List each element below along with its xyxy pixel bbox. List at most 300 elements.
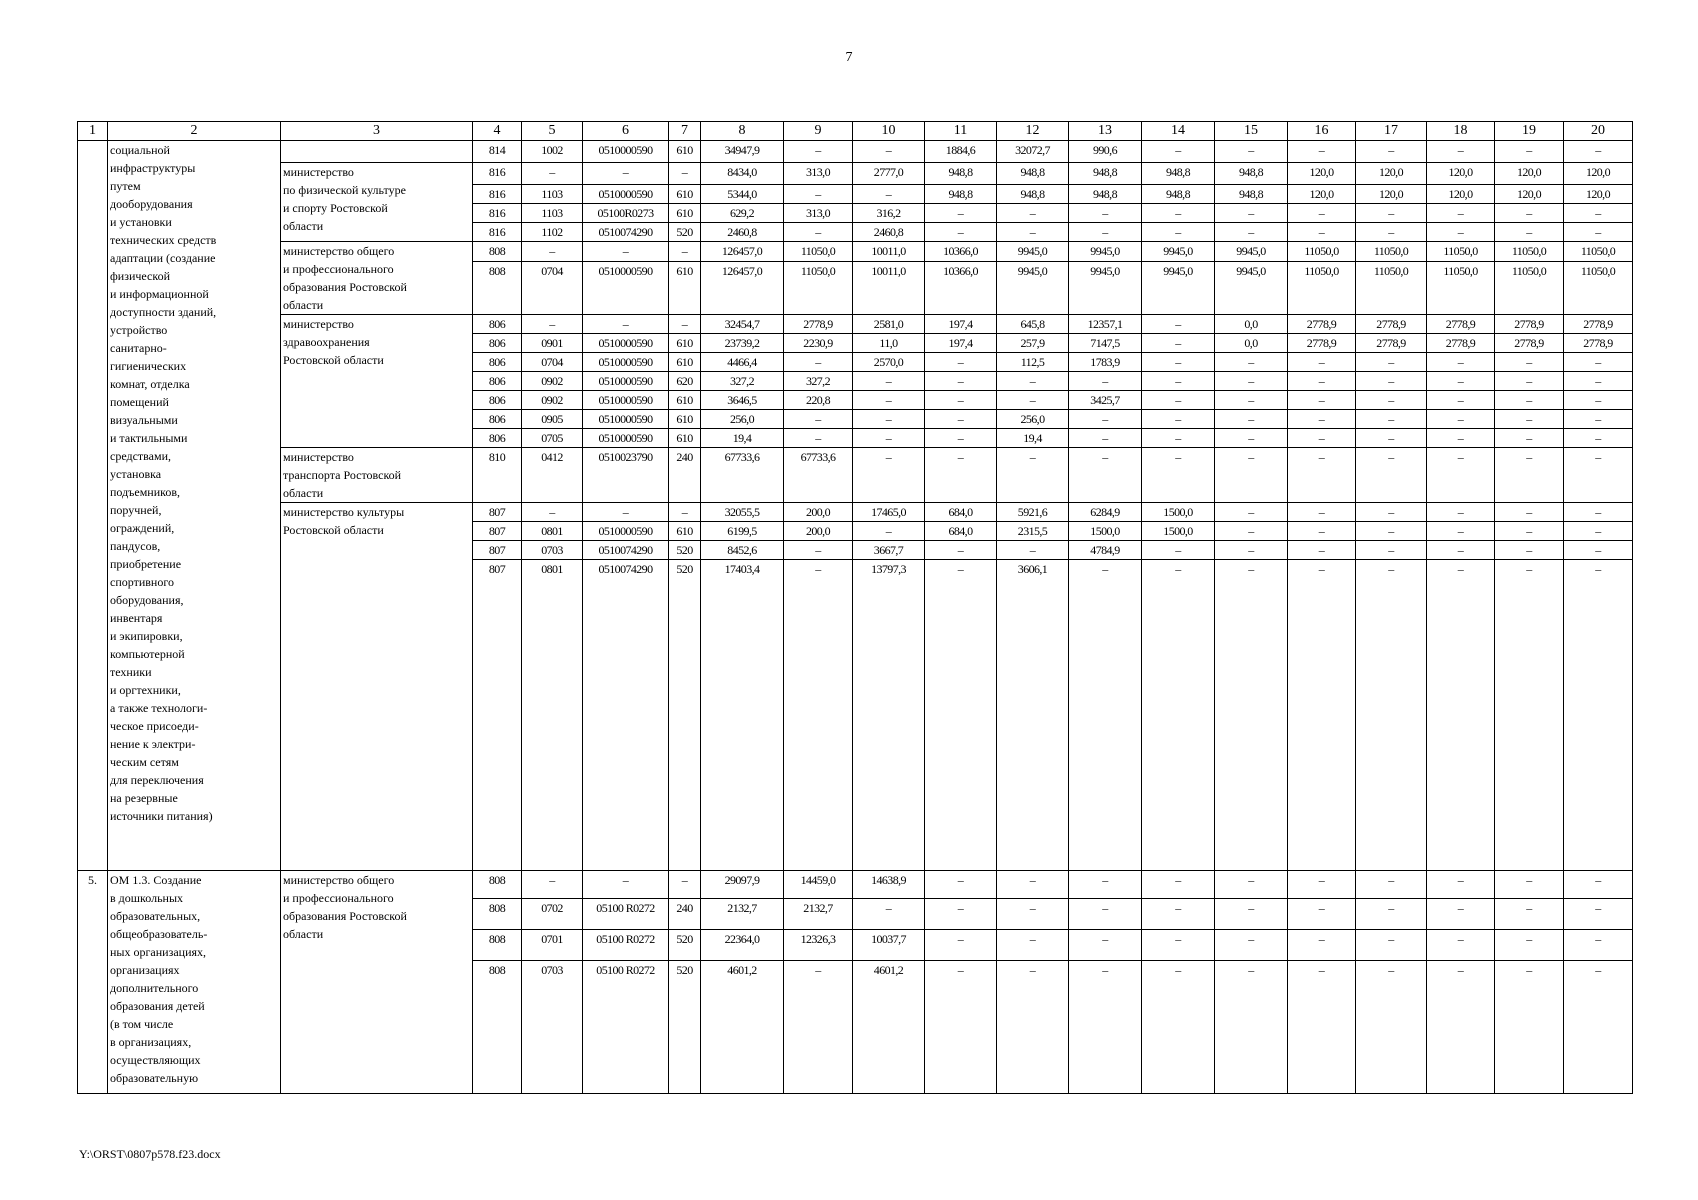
value-cell: –: [1356, 391, 1427, 410]
value-cell: 240: [669, 448, 701, 503]
value-cell: 120,0: [1288, 163, 1356, 185]
column-header: 10: [853, 122, 925, 141]
value-cell: 948,8: [1215, 163, 1288, 185]
value-cell: 5921,6: [997, 503, 1069, 522]
value-cell: 610: [669, 334, 701, 353]
value-cell: –: [1288, 930, 1356, 961]
value-cell: –: [1564, 391, 1633, 410]
value-cell: –: [1356, 429, 1427, 448]
value-cell: 0,0: [1215, 315, 1288, 334]
value-cell: –: [1356, 541, 1427, 560]
value-cell: 2778,9: [784, 315, 853, 334]
value-cell: 806: [473, 353, 522, 372]
value-cell: 0510000590: [583, 429, 669, 448]
value-cell: 0801: [522, 560, 583, 871]
value-cell: –: [1142, 448, 1215, 503]
value-cell: 200,0: [784, 522, 853, 541]
value-cell: 11050,0: [1356, 261, 1427, 314]
value-cell: –: [1495, 372, 1564, 391]
value-cell: –: [853, 141, 925, 163]
value-cell: –: [1142, 372, 1215, 391]
value-cell: –: [1427, 961, 1495, 1094]
value-cell: 629,2: [701, 204, 784, 223]
value-cell: 2315,5: [997, 522, 1069, 541]
value-cell: 610: [669, 391, 701, 410]
value-cell: –: [1495, 560, 1564, 871]
table-row: [78, 315, 1633, 334]
row-number: [78, 141, 108, 871]
value-cell: –: [925, 353, 997, 372]
value-cell: –: [583, 503, 669, 522]
row-number: 5.: [78, 871, 108, 1094]
value-cell: 11050,0: [1288, 242, 1356, 262]
value-cell: 0510000590: [583, 372, 669, 391]
footer-file-path: Y:\ORST\0807p578.f23.docx: [79, 1147, 221, 1161]
value-cell: –: [1356, 223, 1427, 242]
value-cell: 05100 R0272: [583, 930, 669, 961]
value-cell: 34947,9: [701, 141, 784, 163]
value-cell: 32072,7: [997, 141, 1069, 163]
value-cell: –: [1215, 503, 1288, 522]
value-cell: 120,0: [1564, 185, 1633, 204]
value-cell: –: [1288, 410, 1356, 429]
value-cell: –: [1427, 503, 1495, 522]
value-cell: 9945,0: [1215, 261, 1288, 314]
value-cell: –: [1142, 899, 1215, 930]
value-cell: –: [997, 448, 1069, 503]
column-header: 1: [78, 122, 108, 141]
value-cell: –: [1356, 522, 1427, 541]
value-cell: –: [925, 560, 997, 871]
value-cell: 10366,0: [925, 242, 997, 262]
value-cell: 9945,0: [1142, 242, 1215, 262]
column-header: 18: [1427, 122, 1495, 141]
value-cell: 2778,9: [1564, 334, 1633, 353]
value-cell: –: [1427, 353, 1495, 372]
value-cell: 0510000590: [583, 410, 669, 429]
value-cell: 2778,9: [1427, 315, 1495, 334]
value-cell: 11050,0: [784, 261, 853, 314]
value-cell: 17403,4: [701, 560, 784, 871]
value-cell: 05100 R0272: [583, 899, 669, 930]
value-cell: 0510000590: [583, 261, 669, 314]
value-cell: –: [1288, 522, 1356, 541]
value-cell: 220,8: [784, 391, 853, 410]
column-header: 15: [1215, 122, 1288, 141]
value-cell: –: [1356, 141, 1427, 163]
value-cell: 200,0: [784, 503, 853, 522]
value-cell: 4601,2: [701, 961, 784, 1094]
value-cell: –: [1215, 141, 1288, 163]
value-cell: 6199,5: [701, 522, 784, 541]
value-cell: –: [925, 448, 997, 503]
value-cell: 4784,9: [1069, 541, 1142, 560]
value-cell: 11050,0: [1288, 261, 1356, 314]
value-cell: 948,8: [1142, 163, 1215, 185]
value-cell: 816: [473, 204, 522, 223]
value-cell: –: [1215, 871, 1288, 899]
value-cell: 2778,9: [1495, 334, 1564, 353]
value-cell: 120,0: [1427, 185, 1495, 204]
value-cell: 0412: [522, 448, 583, 503]
value-cell: –: [1356, 899, 1427, 930]
value-cell: 1102: [522, 223, 583, 242]
value-cell: 11050,0: [1427, 242, 1495, 262]
value-cell: 120,0: [1288, 185, 1356, 204]
value-cell: 0905: [522, 410, 583, 429]
value-cell: –: [1356, 448, 1427, 503]
value-cell: –: [1069, 899, 1142, 930]
value-cell: –: [1142, 930, 1215, 961]
value-cell: 948,8: [925, 185, 997, 204]
table-row: [78, 141, 1633, 163]
value-cell: –: [1069, 871, 1142, 899]
value-cell: –: [1215, 899, 1288, 930]
value-cell: 67733,6: [701, 448, 784, 503]
value-cell: 19,4: [997, 429, 1069, 448]
value-cell: 17465,0: [853, 503, 925, 522]
value-cell: 29097,9: [701, 871, 784, 899]
value-cell: 610: [669, 204, 701, 223]
budget-table: [77, 121, 1633, 1094]
value-cell: –: [1142, 315, 1215, 334]
value-cell: –: [925, 429, 997, 448]
value-cell: 808: [473, 261, 522, 314]
value-cell: –: [1427, 541, 1495, 560]
value-cell: 22364,0: [701, 930, 784, 961]
column-header: 4: [473, 122, 522, 141]
value-cell: –: [784, 429, 853, 448]
value-cell: –: [583, 242, 669, 262]
value-cell: 806: [473, 391, 522, 410]
value-cell: –: [925, 204, 997, 223]
value-cell: –: [1495, 541, 1564, 560]
value-cell: 0510000590: [583, 185, 669, 204]
value-cell: –: [853, 429, 925, 448]
value-cell: –: [1288, 429, 1356, 448]
value-cell: 948,8: [1142, 185, 1215, 204]
value-cell: 197,4: [925, 334, 997, 353]
value-cell: –: [522, 242, 583, 262]
value-cell: –: [1356, 930, 1427, 961]
column-header: 5: [522, 122, 583, 141]
value-cell: –: [1495, 899, 1564, 930]
value-cell: –: [853, 448, 925, 503]
value-cell: –: [1427, 429, 1495, 448]
value-cell: 806: [473, 410, 522, 429]
value-cell: 610: [669, 141, 701, 163]
value-cell: –: [1215, 448, 1288, 503]
value-cell: –: [1288, 353, 1356, 372]
value-cell: 816: [473, 163, 522, 185]
value-cell: –: [1069, 961, 1142, 1094]
value-cell: –: [1215, 204, 1288, 223]
value-cell: –: [1142, 141, 1215, 163]
value-cell: –: [1495, 429, 1564, 448]
value-cell: 11050,0: [1564, 242, 1633, 262]
value-cell: 2778,9: [1356, 334, 1427, 353]
value-cell: 313,0: [784, 163, 853, 185]
value-cell: 32055,5: [701, 503, 784, 522]
value-cell: –: [1427, 560, 1495, 871]
value-cell: 0704: [522, 353, 583, 372]
value-cell: 0901: [522, 334, 583, 353]
value-cell: –: [583, 163, 669, 185]
value-cell: 806: [473, 315, 522, 334]
value-cell: –: [1427, 410, 1495, 429]
value-cell: 948,8: [1069, 163, 1142, 185]
value-cell: 1783,9: [1069, 353, 1142, 372]
value-cell: 807: [473, 541, 522, 560]
value-cell: –: [1564, 429, 1633, 448]
value-cell: 0510023790: [583, 448, 669, 503]
column-header: 2: [108, 122, 281, 141]
value-cell: 1500,0: [1069, 522, 1142, 541]
value-cell: –: [1427, 899, 1495, 930]
value-cell: –: [522, 163, 583, 185]
value-cell: 10011,0: [853, 261, 925, 314]
value-cell: –: [522, 315, 583, 334]
table-row: [78, 871, 1633, 899]
value-cell: 2460,8: [853, 223, 925, 242]
header-row: [78, 122, 1633, 141]
value-cell: 2778,9: [1564, 315, 1633, 334]
value-cell: 11050,0: [1495, 261, 1564, 314]
value-cell: 814: [473, 141, 522, 163]
page-number: 7: [845, 50, 853, 65]
value-cell: 0701: [522, 930, 583, 961]
value-cell: 14459,0: [784, 871, 853, 899]
value-cell: 810: [473, 448, 522, 503]
value-cell: –: [1069, 372, 1142, 391]
value-cell: –: [1069, 930, 1142, 961]
value-cell: 2778,9: [1288, 334, 1356, 353]
value-cell: –: [853, 372, 925, 391]
value-cell: 610: [669, 261, 701, 314]
value-cell: –: [1564, 522, 1633, 541]
value-cell: 808: [473, 242, 522, 262]
value-cell: 520: [669, 223, 701, 242]
executor-name: министерство общего и профессионального образования Ростовской области: [281, 871, 473, 1094]
value-cell: 0510000590: [583, 391, 669, 410]
executor-name: министерство общего и профессионального образования Ростовской области: [281, 242, 473, 315]
measure-description: социальной инфраструктуры путем дооборудования и установки технических средств адаптации (создание физической и информационной доступности зданий, устройство санитарно- гигиенических комнат, отделка помещений визуальными и тактильными средствами, установка подъемников, поручней, ограждений, пандусов, приобретение спортивного оборудования, инвентаря и экипировки, компьютерной техники и оргтехники, а также технологи- ческое присоеди- нение к электри- ческим сетям для переключения на резервные источники питания): [108, 141, 281, 871]
value-cell: 256,0: [701, 410, 784, 429]
value-cell: –: [1427, 372, 1495, 391]
executor-name: министерство по физической культуре и спорту Ростовской области: [281, 163, 473, 242]
value-cell: 0510074290: [583, 560, 669, 871]
value-cell: 9945,0: [997, 261, 1069, 314]
value-cell: 120,0: [1356, 163, 1427, 185]
value-cell: –: [1215, 372, 1288, 391]
value-cell: –: [1564, 223, 1633, 242]
value-cell: 9945,0: [1069, 261, 1142, 314]
value-cell: –: [1356, 372, 1427, 391]
value-cell: 1500,0: [1142, 503, 1215, 522]
value-cell: –: [1288, 141, 1356, 163]
value-cell: –: [853, 522, 925, 541]
value-cell: 4601,2: [853, 961, 925, 1094]
value-cell: –: [1142, 334, 1215, 353]
value-cell: 0510000590: [583, 334, 669, 353]
value-cell: –: [925, 410, 997, 429]
value-cell: –: [997, 223, 1069, 242]
value-cell: 948,8: [1069, 185, 1142, 204]
column-header: 19: [1495, 122, 1564, 141]
value-cell: –: [1495, 353, 1564, 372]
value-cell: –: [1142, 871, 1215, 899]
value-cell: –: [1288, 871, 1356, 899]
value-cell: 11050,0: [784, 242, 853, 262]
value-cell: –: [784, 353, 853, 372]
value-cell: –: [1288, 541, 1356, 560]
value-cell: –: [1564, 410, 1633, 429]
value-cell: –: [784, 141, 853, 163]
value-cell: 120,0: [1495, 163, 1564, 185]
value-cell: –: [1142, 541, 1215, 560]
value-cell: –: [1356, 503, 1427, 522]
value-cell: 0510000590: [583, 353, 669, 372]
executor-name: министерство здравоохранения Ростовской области: [281, 315, 473, 448]
executor-name: министерство культуры Ростовской области: [281, 503, 473, 871]
value-cell: –: [853, 899, 925, 930]
value-cell: –: [1495, 871, 1564, 899]
column-header: 9: [784, 122, 853, 141]
value-cell: –: [1215, 961, 1288, 1094]
value-cell: –: [669, 242, 701, 262]
value-cell: –: [925, 930, 997, 961]
value-cell: –: [925, 391, 997, 410]
table-row: [78, 503, 1633, 522]
value-cell: –: [1215, 429, 1288, 448]
value-cell: 0510000590: [583, 522, 669, 541]
value-cell: –: [1564, 560, 1633, 871]
value-cell: –: [1215, 410, 1288, 429]
value-cell: 12357,1: [1069, 315, 1142, 334]
value-cell: 610: [669, 429, 701, 448]
value-cell: –: [1215, 930, 1288, 961]
value-cell: 610: [669, 410, 701, 429]
value-cell: 0801: [522, 522, 583, 541]
value-cell: 257,9: [997, 334, 1069, 353]
value-cell: 6284,9: [1069, 503, 1142, 522]
value-cell: –: [1564, 372, 1633, 391]
value-cell: 11050,0: [1427, 261, 1495, 314]
value-cell: 197,4: [925, 315, 997, 334]
value-cell: 948,8: [925, 163, 997, 185]
value-cell: –: [925, 899, 997, 930]
value-cell: 240: [669, 899, 701, 930]
value-cell: 8452,6: [701, 541, 784, 560]
value-cell: 0,0: [1215, 334, 1288, 353]
value-cell: –: [853, 185, 925, 204]
value-cell: –: [1564, 871, 1633, 899]
value-cell: –: [522, 871, 583, 899]
value-cell: 2132,7: [701, 899, 784, 930]
value-cell: –: [997, 541, 1069, 560]
value-cell: –: [1427, 522, 1495, 541]
executor-name: министерство транспорта Ростовской области: [281, 448, 473, 503]
value-cell: –: [1142, 223, 1215, 242]
value-cell: 23739,2: [701, 334, 784, 353]
value-cell: –: [669, 163, 701, 185]
value-cell: –: [1564, 930, 1633, 961]
value-cell: 808: [473, 871, 522, 899]
column-header: 7: [669, 122, 701, 141]
value-cell: 13797,3: [853, 560, 925, 871]
value-cell: –: [1288, 372, 1356, 391]
value-cell: 2778,9: [1356, 315, 1427, 334]
value-cell: –: [997, 930, 1069, 961]
value-cell: 10366,0: [925, 261, 997, 314]
value-cell: 112,5: [997, 353, 1069, 372]
value-cell: 1103: [522, 204, 583, 223]
value-cell: 67733,6: [784, 448, 853, 503]
value-cell: –: [1356, 560, 1427, 871]
value-cell: –: [925, 372, 997, 391]
value-cell: 10037,7: [853, 930, 925, 961]
value-cell: –: [925, 541, 997, 560]
value-cell: 2778,9: [1495, 315, 1564, 334]
value-cell: –: [1427, 930, 1495, 961]
value-cell: –: [1142, 560, 1215, 871]
value-cell: 256,0: [997, 410, 1069, 429]
value-cell: 1103: [522, 185, 583, 204]
value-cell: –: [1427, 141, 1495, 163]
value-cell: 948,8: [1215, 185, 1288, 204]
value-cell: –: [1288, 448, 1356, 503]
value-cell: 3606,1: [997, 560, 1069, 871]
value-cell: 990,6: [1069, 141, 1142, 163]
column-header: 13: [1069, 122, 1142, 141]
value-cell: –: [784, 961, 853, 1094]
value-cell: 806: [473, 334, 522, 353]
value-cell: –: [1069, 448, 1142, 503]
value-cell: –: [1564, 503, 1633, 522]
value-cell: 806: [473, 372, 522, 391]
value-cell: –: [1495, 223, 1564, 242]
column-header: 16: [1288, 122, 1356, 141]
value-cell: 316,2: [853, 204, 925, 223]
value-cell: 684,0: [925, 522, 997, 541]
value-cell: –: [1288, 204, 1356, 223]
value-cell: 0510074290: [583, 541, 669, 560]
value-cell: 0703: [522, 961, 583, 1094]
value-cell: 807: [473, 503, 522, 522]
value-cell: –: [1564, 141, 1633, 163]
value-cell: –: [1069, 410, 1142, 429]
value-cell: –: [784, 560, 853, 871]
value-cell: 807: [473, 560, 522, 871]
value-cell: 0705: [522, 429, 583, 448]
column-header: 17: [1356, 122, 1427, 141]
value-cell: 14638,9: [853, 871, 925, 899]
value-cell: –: [1495, 930, 1564, 961]
value-cell: 120,0: [1356, 185, 1427, 204]
value-cell: –: [1564, 961, 1633, 1094]
value-cell: 3425,7: [1069, 391, 1142, 410]
value-cell: 520: [669, 560, 701, 871]
value-cell: –: [1564, 899, 1633, 930]
value-cell: 2132,7: [784, 899, 853, 930]
value-cell: –: [925, 223, 997, 242]
value-cell: –: [1427, 391, 1495, 410]
value-cell: –: [997, 372, 1069, 391]
value-cell: –: [1356, 204, 1427, 223]
value-cell: 807: [473, 522, 522, 541]
column-header: 20: [1564, 122, 1633, 141]
column-header: 6: [583, 122, 669, 141]
